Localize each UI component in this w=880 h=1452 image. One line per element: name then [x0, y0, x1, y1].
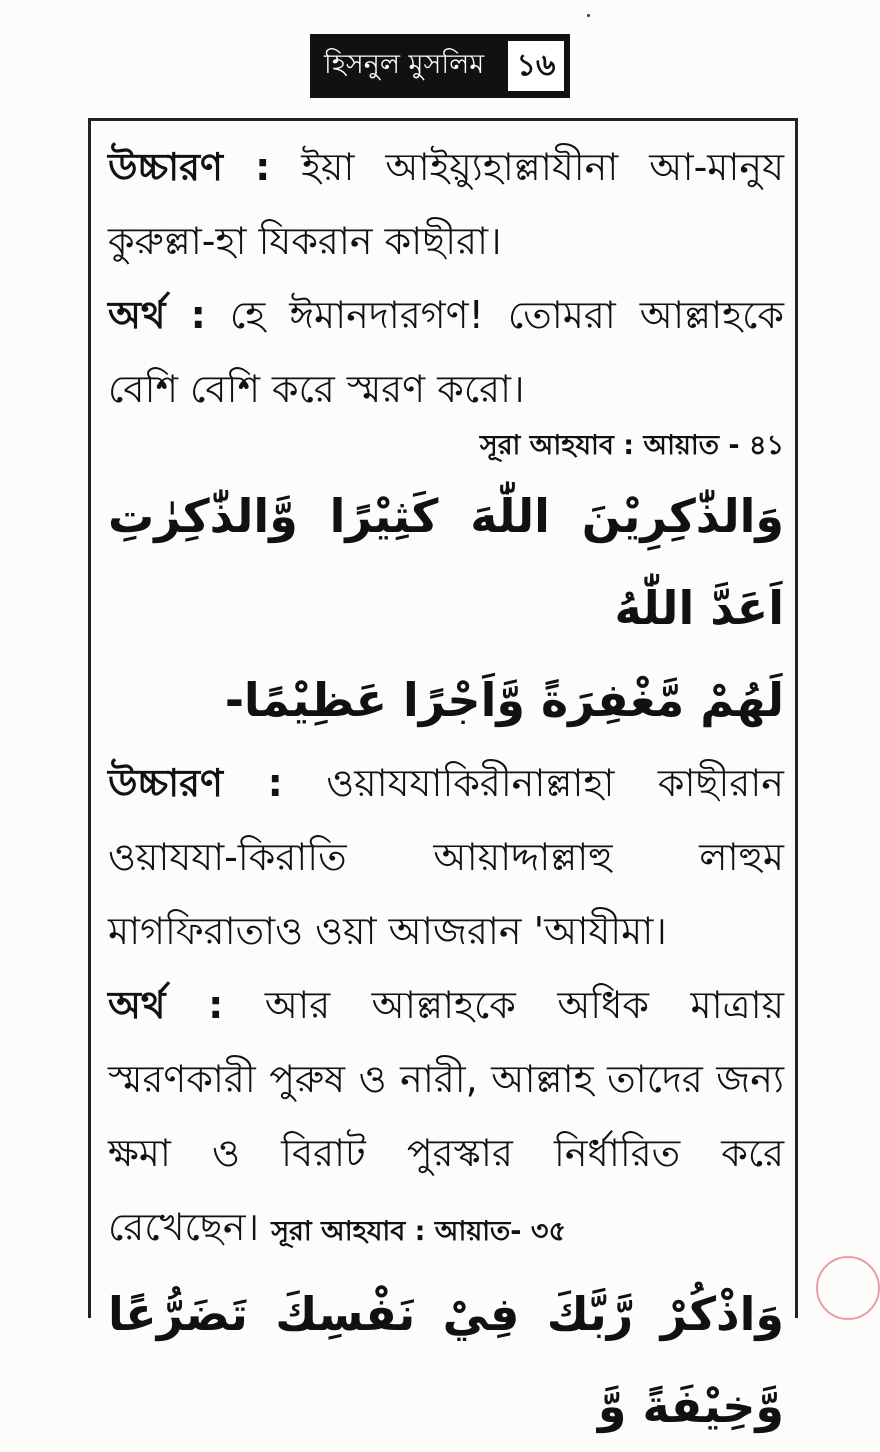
pronunciation-paragraph — [108, 746, 784, 968]
page-content — [108, 130, 784, 1452]
meaning-label: অর্থ : — [108, 983, 224, 1027]
page-number: ১৬ — [508, 41, 564, 91]
meaning-text: আর আল্লাহকে অধিক মাত্রায় স্মরণকারী পুরুষ ও নারী, আল্লাহ তাদের জন্য ক্ষমা ও বিরাট পুরস্কার নির্ধারিত করে রেখেছেন। — [108, 983, 784, 1249]
pronunciation-text: ইয়া আইয়্যুহাল্লাযীনা আ-মানুয কুরুল্লা-হা যিকরান কাছীরা। — [108, 145, 784, 263]
verse-reference: সূরা আহযাব : আয়াত- ৩৫ — [271, 1216, 566, 1247]
speck — [587, 14, 590, 17]
book-title: হিসনুল মুসলিম — [324, 48, 485, 80]
stamp-mark — [816, 1256, 880, 1320]
arabic-verse-line: لَهُمْ مَّغْفِرَةً وَّاَجْرًا عَظِيْمًا- — [224, 673, 784, 727]
pronunciation-paragraph — [108, 130, 784, 278]
verse-reference: সূরা আহযাব : আয়াত - ৪১ — [479, 430, 784, 461]
meaning-paragraph — [108, 968, 784, 1264]
arabic-verse-line: وَاذْكُرْ رَّبَّكَ فِيْ نَفْسِكَ تَضَرُّعًا وَّخِيْفَةً وَّ — [108, 1287, 784, 1433]
arabic-verse-line: وَالذّٰكِرِيْنَ اللّٰهَ كَثِيْرًا وَّالذّٰكِرٰتِ اَعَدَّ اللّٰهُ — [108, 489, 784, 635]
pronunciation-label: উচ্চারণ : — [108, 761, 283, 805]
page-header — [310, 34, 570, 98]
meaning-label: অর্থ : — [108, 293, 206, 337]
meaning-paragraph — [108, 278, 784, 426]
pronunciation-label: উচ্চারণ : — [108, 145, 271, 189]
meaning-text: হে ঈমানদারগণ! তোমরা আল্লাহকে বেশি বেশি করে স্মরণ করো। — [108, 293, 784, 411]
pronunciation-text: ওয়াযযাকিরীনাল্লাহা কাছীরান ওয়াযযা-কিরাতি আয়াদ্দাল্লাহু লাহুম মাগফিরাতাও ওয়া আজরান 'আযীমা। — [108, 761, 784, 953]
